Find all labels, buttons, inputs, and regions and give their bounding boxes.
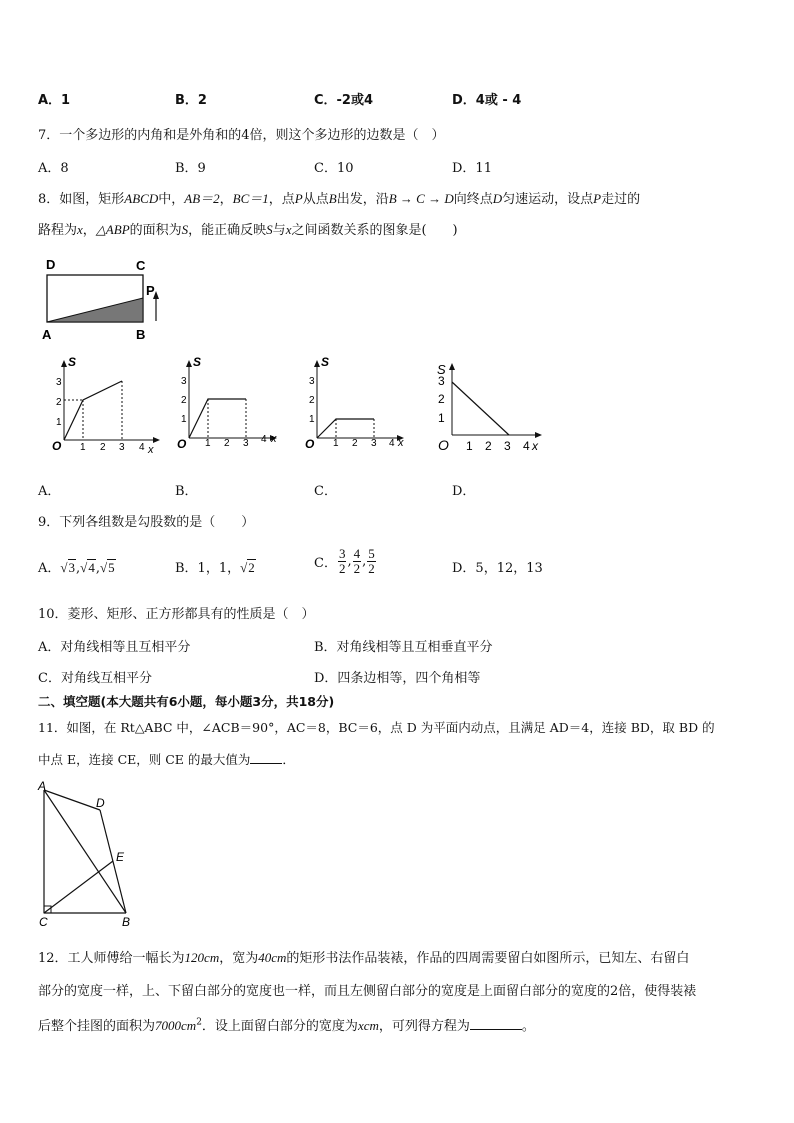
svg-text:2: 2 bbox=[309, 395, 315, 406]
q8-graph-b bbox=[165, 352, 290, 457]
q9-option-b: B．1，1，√2 bbox=[175, 560, 255, 576]
q9-option-c: C． $\frac{3}{2}$ , $\frac{4}{2}$ , $\frac{5}{2}$ bbox=[314, 546, 375, 576]
svg-text:3: 3 bbox=[504, 439, 511, 453]
svg-text:4: 4 bbox=[523, 439, 530, 453]
q9-stem: 9．下列各组数是勾股数的是（ ） bbox=[38, 515, 255, 530]
q7-option-b: B．9 bbox=[175, 161, 206, 176]
q12-answer-blank[interactable] bbox=[470, 1029, 522, 1030]
svg-text:3: 3 bbox=[438, 374, 445, 388]
q8-rectangle-figure bbox=[38, 255, 168, 347]
q12-stem-line2: 部分的宽度一样，上、下留白部分的宽度也一样，而且左侧留白部分的宽度是上面留白部分的宽度的2倍，使得装裱 bbox=[38, 984, 697, 999]
q8-graph-d bbox=[430, 357, 555, 457]
svg-text:2: 2 bbox=[56, 397, 62, 408]
svg-text:1: 1 bbox=[333, 438, 339, 449]
svg-text:x: x bbox=[271, 433, 277, 445]
q10-stem: 10．菱形、矩形、正方形都具有的性质是（ ） bbox=[38, 607, 315, 622]
svg-text:2: 2 bbox=[181, 395, 187, 406]
svg-text:A: A bbox=[38, 779, 47, 793]
svg-text:S: S bbox=[193, 355, 202, 369]
q9-option-a: A．√3,√4,√5 bbox=[38, 560, 115, 576]
svg-text:1: 1 bbox=[80, 442, 86, 453]
svg-text:3: 3 bbox=[309, 376, 315, 387]
svg-text:S: S bbox=[437, 362, 446, 377]
q8-graph-c bbox=[292, 352, 417, 457]
rect-label-d: D bbox=[46, 257, 56, 272]
svg-text:B: B bbox=[122, 915, 131, 929]
q7-option-d: D．11 bbox=[452, 161, 492, 176]
q10-option-c: C．对角线互相平分 bbox=[38, 671, 152, 686]
q8-option-c: C． bbox=[314, 484, 337, 499]
section-fill-in-header: 二、填空题(本大题共有6小题，每小题3分，共18分) bbox=[38, 694, 335, 709]
svg-text:x: x bbox=[148, 444, 154, 456]
rect-label-a: A bbox=[42, 327, 52, 342]
svg-text:D: D bbox=[96, 796, 105, 810]
q11-stem-line2: 中点 E，连接 CE，则 CE 的最大值为 ． bbox=[38, 752, 295, 767]
q8-option-b: B． bbox=[175, 484, 198, 499]
svg-text:3: 3 bbox=[56, 377, 62, 388]
svg-text:4: 4 bbox=[261, 434, 267, 445]
q10-option-b: B．对角线相等且互相垂直平分 bbox=[314, 640, 493, 655]
svg-text:C: C bbox=[39, 915, 48, 929]
svg-text:x: x bbox=[398, 437, 404, 449]
rect-label-c: C bbox=[136, 258, 146, 273]
svg-text:1: 1 bbox=[205, 438, 211, 449]
svg-text:3: 3 bbox=[181, 376, 187, 387]
svg-text:4: 4 bbox=[389, 438, 395, 449]
svg-text:O: O bbox=[438, 437, 449, 453]
q6-option-b: B．2 bbox=[175, 93, 207, 108]
q8-stem-line1: 8．如图，矩形ABCD中，AB＝2，BC＝1，点P从点B出发，沿B → C → D向终点D匀速运动，设点P走过的 bbox=[38, 191, 641, 207]
q6-option-c: C．-2或4 bbox=[314, 93, 374, 108]
q11-stem-line1: 11．如图，在 Rt△ABC 中，∠ACB＝90°，AC＝8，BC＝6，点 D 为平面内动点，且满足 AD＝4，连接 BD，取 BD 的 bbox=[38, 720, 715, 735]
svg-text:1: 1 bbox=[56, 417, 62, 428]
q8-stem-line2: 路程为x，△ABP的面积为S，能正确反映S与x之间函数关系的图象是( ) bbox=[38, 222, 458, 238]
q11-answer-blank[interactable] bbox=[250, 763, 282, 764]
q10-option-a: A．对角线相等且互相平分 bbox=[38, 640, 191, 655]
svg-text:1: 1 bbox=[466, 439, 473, 453]
q11-triangle-figure bbox=[36, 778, 146, 930]
rect-label-p: P bbox=[146, 283, 155, 298]
svg-text:3: 3 bbox=[119, 442, 125, 453]
svg-text:O: O bbox=[305, 437, 315, 451]
svg-text:2: 2 bbox=[438, 392, 445, 406]
svg-text:E: E bbox=[116, 850, 125, 864]
svg-text:3: 3 bbox=[371, 438, 377, 449]
svg-text:1: 1 bbox=[309, 414, 315, 425]
q12-stem-line1: 12．工人师傅给一幅长为120cm，宽为40cm的矩形书法作品装裱，作品的四周需要留白如图所示，已知左、右留白 bbox=[38, 950, 690, 966]
svg-text:2: 2 bbox=[224, 438, 230, 449]
q8-option-a: A． bbox=[38, 484, 61, 499]
svg-text:4: 4 bbox=[139, 442, 145, 453]
q8-graph-a bbox=[38, 352, 163, 457]
svg-text:2: 2 bbox=[352, 438, 358, 449]
svg-text:1: 1 bbox=[181, 414, 187, 425]
q7-option-a: A．8 bbox=[38, 161, 69, 176]
svg-text:O: O bbox=[52, 439, 62, 453]
rect-label-b: B bbox=[136, 327, 146, 342]
q12-stem-line3: 后整个挂图的面积为$7000cm^2$．设上面留白部分的宽度为xcm，可列得方程为 。 bbox=[38, 1017, 535, 1034]
svg-text:S: S bbox=[68, 355, 77, 369]
q8-option-d: D． bbox=[452, 484, 476, 499]
q7-option-c: C．10 bbox=[314, 161, 354, 176]
svg-text:2: 2 bbox=[100, 442, 106, 453]
svg-text:x: x bbox=[532, 439, 538, 453]
q7-stem: 7．一个多边形的内角和是外角和的4倍，则这个多边形的边数是（ ） bbox=[38, 128, 445, 143]
q10-option-d: D．四条边相等，四个角相等 bbox=[314, 671, 481, 686]
svg-text:O: O bbox=[177, 437, 187, 451]
q6-option-d: D．4或 - 4 bbox=[452, 93, 522, 108]
q9-option-d: D．5，12，13 bbox=[452, 561, 543, 576]
svg-text:1: 1 bbox=[438, 411, 445, 425]
q6-option-a: A．1 bbox=[38, 93, 71, 108]
svg-text:2: 2 bbox=[485, 439, 492, 453]
svg-text:S: S bbox=[321, 355, 330, 369]
svg-text:3: 3 bbox=[243, 438, 249, 449]
